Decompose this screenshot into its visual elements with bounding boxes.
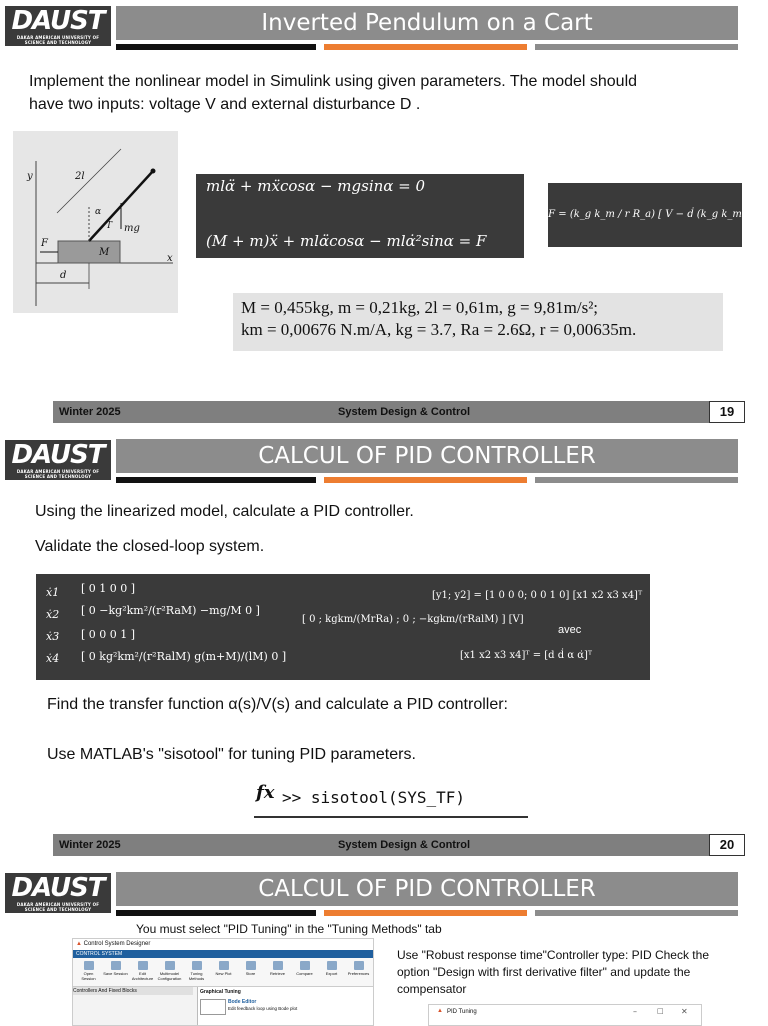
toolbar-icon [327, 961, 337, 970]
toolbar-icon [300, 961, 310, 970]
logo-tagline: DAKAR AMERICAN UNIVERSITY OF SCIENCE AND TECHNOLOGY [16, 902, 100, 912]
matrix-a-row-1: [ 0 1 0 0 ] [81, 582, 136, 595]
matrix-a-row-3: [ 0 0 0 1 ] [81, 628, 136, 641]
parameters-box [233, 293, 723, 351]
logo-wordmark: DAUST [11, 6, 105, 36]
minimize-icon[interactable]: – [633, 1007, 637, 1016]
graphical-tuning-header: Graphical Tuning [200, 989, 241, 995]
output-equation: [y1; y2] = [1 0 0 0; 0 0 1 0] [x1 x2 x3 x4]ᵀ [432, 590, 643, 601]
footer-course: System Design & Control [338, 406, 471, 418]
title-stripe-gray [535, 910, 738, 916]
toolbar-button-edit-architecture[interactable] [130, 960, 155, 984]
title-stripe-orange [324, 477, 527, 483]
title-stripe-black [116, 910, 316, 916]
pid-options-instruction: Use "Robust response time"Controller type: PID Check the option "Design with first derivative filter" and update the compensator [397, 948, 709, 996]
toolbar-icon [273, 961, 283, 970]
close-icon[interactable]: ✕ [681, 1007, 688, 1016]
equation-2: (M + m)ẍ + mlα̈cosα − mlα̇²sinα = F [206, 232, 487, 250]
page-number: 20 [709, 834, 745, 856]
bode-editor-desc: Edit feedback loop using Bode plot [228, 1006, 298, 1011]
toolbar-button-store[interactable] [238, 960, 263, 984]
toolbar-label: Multimodel Configuration [157, 971, 182, 981]
matlab-command[interactable]: >> sisotool(SYS_TF) [282, 788, 466, 807]
instruction-line-2: Validate the closed-loop system. [35, 538, 265, 555]
avec-label: avec [558, 624, 582, 636]
footer-course: System Design & Control [338, 839, 471, 851]
bode-icon [200, 999, 226, 1015]
toolbar-button-tuning-methods[interactable] [184, 960, 209, 984]
label-2l: 2l [75, 171, 85, 182]
pid-window-title: PID Tuning [447, 1009, 477, 1015]
label-d: d [60, 270, 67, 281]
toolbar-button-save-session[interactable] [103, 960, 128, 984]
title-stripe-gray [535, 477, 738, 483]
control-system-designer-screenshot [72, 938, 374, 1026]
equation-1: mlα̈ + mẍcosα − mgsinα = 0 [206, 177, 426, 195]
instruction-line-1: Using the linearized model, calculate a PID controller. [35, 503, 414, 520]
instruction-line-3: Find the transfer function α(s)/V(s) and calculate a PID controller: [47, 696, 508, 713]
daust-logo [5, 440, 111, 480]
label-y: y [27, 171, 33, 182]
toolbar-icon [84, 961, 94, 970]
slide-footer [53, 834, 745, 856]
controllers-panel-header: Controllers And Fixed Blocks [73, 987, 193, 995]
logo-wordmark: DAUST [11, 440, 105, 470]
matrix-a-row-4: [ 0 kg²km²/(r²RalM) g(m+M)/(lM) 0 ] [81, 650, 287, 663]
parameters-line-1: M = 0,455kg, m = 0,21kg, 2l = 0,61m, g = 9,81m/s²; [241, 298, 599, 317]
logo-tagline: DAKAR AMERICAN UNIVERSITY OF SCIENCE AND TECHNOLOGY [16, 35, 100, 45]
matlab-icon: ▲ [76, 941, 82, 947]
page-number: 19 [709, 401, 745, 423]
state-space-box [36, 574, 650, 680]
title-stripe-orange [324, 910, 527, 916]
parameters-line-2: km = 0,00676 N.m/A, kg = 3.7, Ra = 2.6Ω, r = 0,00635m. [241, 320, 637, 339]
toolbar-button-multimodel-configuration[interactable] [157, 960, 182, 984]
toolstrip [73, 958, 373, 987]
tuning-instruction: You must select "PID Tuning" in the "Tuning Methods" tab [136, 922, 442, 936]
pendulum-diagram [13, 131, 178, 313]
toolbar-icon [165, 961, 175, 970]
toolbar-button-open-session[interactable] [76, 960, 101, 984]
instruction-line-4: Use MATLAB's "sisotool" for tuning PID parameters. [47, 746, 416, 763]
toolbar-icon [138, 961, 148, 970]
fx-icon: fx [256, 782, 275, 803]
slide-title: CALCUL OF PID CONTROLLER [116, 439, 738, 473]
slide-title: Inverted Pendulum on a Cart [116, 6, 738, 40]
state-definition: [x1 x2 x3 x4]ᵀ = [d ḋ α α̇]ᵀ [460, 650, 593, 661]
tab-control-system[interactable]: CONTROL SYSTEM [73, 950, 374, 958]
toolbar-label: Edit Architecture [131, 971, 154, 981]
toolbar-button-retrieve[interactable] [265, 960, 290, 984]
toolbar-icon [219, 961, 229, 970]
toolbar-label: Retrieve [270, 971, 285, 976]
label-force: F [41, 238, 48, 249]
toolbar-label: Preferences [347, 971, 370, 976]
title-stripe-black [116, 477, 316, 483]
force-equation: F = (k_g k_m / r R_a) [ V − ḋ (k_g k_m / r) ] + D [548, 183, 742, 247]
toolbar-label: Export [325, 971, 338, 976]
label-cart-mass: M [99, 247, 110, 258]
app-title: Control System Designer [83, 941, 151, 947]
toolbar-button-export[interactable] [319, 960, 344, 984]
toolbar-button-compare[interactable] [292, 960, 317, 984]
toolbar-button-new-plot[interactable] [211, 960, 236, 984]
logo-wordmark: DAUST [11, 873, 105, 903]
toolbar-button-preferences[interactable] [346, 960, 371, 984]
toolbar-icon [246, 961, 256, 970]
matrix-b: [ 0 ; kgkm/(MrRa) ; 0 ; −kgkm/(rRalM) ] [V] [302, 614, 524, 625]
label-tension: T [106, 221, 113, 231]
matlab-command-window [254, 772, 528, 818]
tuning-methods-dropdown[interactable] [197, 987, 374, 1025]
toolbar-label: Compare [296, 971, 313, 976]
toolbar-icon [111, 961, 121, 970]
maximize-icon[interactable]: □ [657, 1007, 664, 1015]
label-mg: mg [124, 223, 140, 234]
daust-logo [5, 6, 111, 46]
slide-footer [53, 401, 745, 423]
toolbar-label: Tuning Methods [188, 971, 205, 981]
label-alpha: α [95, 207, 102, 217]
equations-box [196, 174, 524, 258]
footer-term: Winter 2025 [59, 406, 121, 418]
toolbar-label: Store [245, 971, 256, 976]
daust-logo [5, 873, 111, 913]
toolbar-label: New Plot [215, 971, 232, 976]
title-stripe-black [116, 44, 316, 50]
matlab-icon: ▲ [437, 1008, 443, 1014]
pid-tuning-window [428, 1004, 702, 1026]
app-titlebar [73, 939, 373, 950]
pendulum-drawing [13, 131, 178, 313]
intro-line-1: Implement the nonlinear model in Simulink using given parameters. The model should [29, 73, 638, 90]
toolbar-label: Save Session [103, 971, 128, 976]
toolbar-label: Open Session [81, 971, 96, 981]
label-x: x [167, 253, 173, 264]
title-stripe-orange [324, 44, 527, 50]
logo-tagline: DAKAR AMERICAN UNIVERSITY OF SCIENCE AND TECHNOLOGY [16, 469, 100, 479]
state-derivative-vector: ẋ1 ẋ2 ẋ3 ẋ4 [46, 586, 60, 665]
toolbar-icon [354, 961, 364, 970]
toolbar-icon [192, 961, 202, 970]
title-stripe-gray [535, 44, 738, 50]
slide-title: CALCUL OF PID CONTROLLER [116, 872, 738, 906]
intro-line-2: have two inputs: voltage V and external disturbance D . [29, 96, 421, 113]
matrix-a-row-2: [ 0 −kg²km²/(r²RaM) −mg/M 0 ] [81, 604, 260, 617]
bode-editor-item[interactable]: Bode Editor [228, 999, 257, 1005]
footer-term: Winter 2025 [59, 839, 121, 851]
